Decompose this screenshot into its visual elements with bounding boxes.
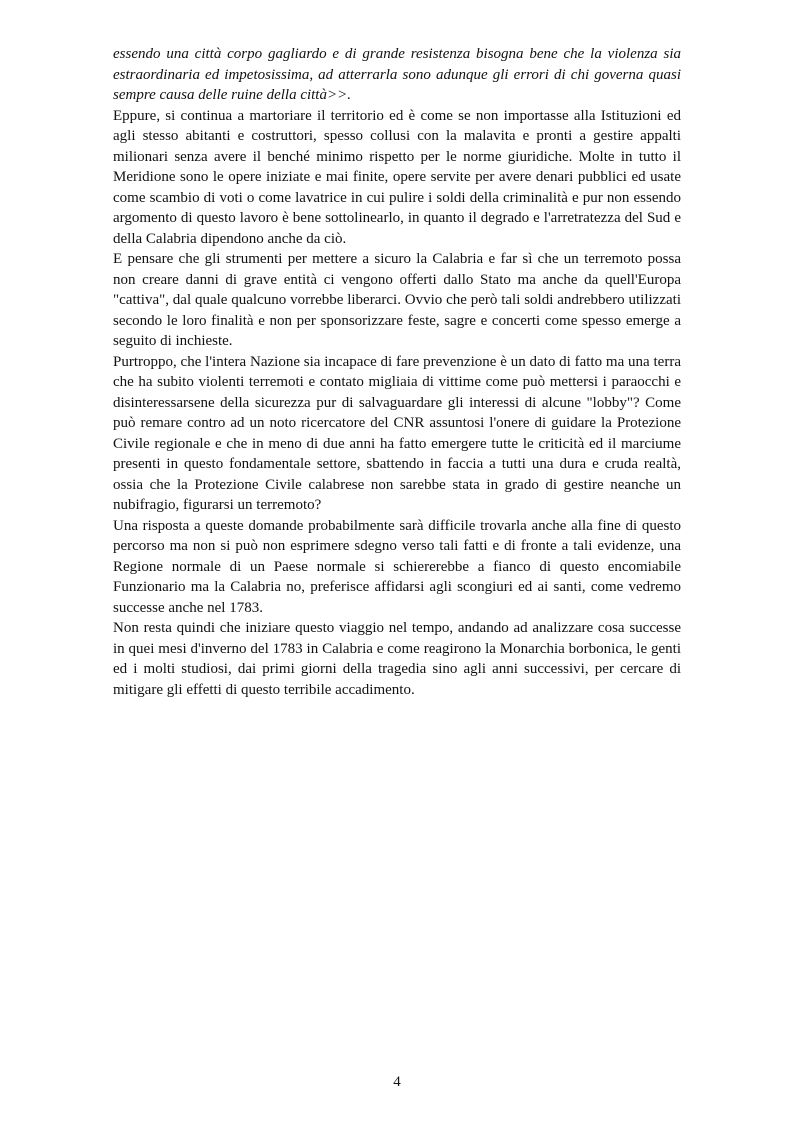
- page-number: 4: [393, 1074, 401, 1090]
- paragraph-3: Purtroppo, che l'intera Nazione sia incapace di fare prevenzione è un dato di fatto ma una terra che ha subito violenti terremoti e contato migliaia di vittime come può mettersi i paraocchi e disinteressarsene della sicurezza pur di salvaguardare gli interessi di alcune "lobby"? Come può remare contro ad un noto ricercatore del CNR assuntosi l'onere di guidare la Protezione Civile regionale e che in meno di due anni ha fatto emergere tutte le criticità ed il marciume presenti in questo fondamentale settore, sbattendo in faccia a tutti una dura e cruda realtà, ossia che la Protezione Civile calabrese non sarebbe stata in grado di gestire neanche un nubifragio, figurarsi un terremoto?: [113, 353, 681, 513]
- paragraph-quote-ending: essendo una città corpo gagliardo e di grande resistenza bisogna bene che la violenza sia estraordinaria ed impetosissima, ad atterrarla sono adunque gli errori di chi governa quasi sempre causa delle ruine della città>>.: [113, 46, 681, 103]
- paragraph-2: E pensare che gli strumenti per mettere a sicuro la Calabria e far sì che un terremoto possa non creare danni di grave entità ci vengono offerti dallo Stato ma anche da quell'Europa "cattiva", dal quale qualcuno vorrebbe liberarci. Ovvio che però tali soldi andrebbero utilizzati secondo le loro finalità e non per sponsorizzare feste, sagre e concerti come spesso emerge a seguito di inchieste.: [113, 251, 681, 349]
- text-body: [113, 44, 681, 700]
- paragraph-5: Non resta quindi che iniziare questo viaggio nel tempo, andando ad analizzare cosa successe in quei mesi d'inverno del 1783 in Calabria e come reagirono la Monarchia borbonica, le genti ed i molti studiosi, dai primi giorni della tragedia sino agli anni successivi, per cercare di mitigare gli effetti di questo terribile accadimento.: [113, 620, 681, 698]
- paragraph-4: Una risposta a queste domande probabilmente sarà difficile trovarla anche alla fine di questo percorso ma non si può non esprimere sdegno verso tali fatti e di fronte a tali evidenze, una Regione normale di un Paese normale si schiererebbe a fianco di questo encomiabile Funzionario ma la Calabria no, preferisce affidarsi agli scongiuri ed ai santi, come vedremo successe anche nel 1783.: [113, 517, 681, 616]
- paragraph-1: Eppure, si continua a martoriare il territorio ed è come se non importasse alla Istituzioni ed agli stesso abitanti e costruttori, spesso collusi con la malavita e pronti a gestire appalti milionari senza avere il benché minimo rispetto per le norme giuridiche. Molte in tutto il Meridione sono le opere iniziate e mai finite, opere servite per avere denari pubblici ed usate come scambio di voti o come lavatrice in cui pulire i soldi della criminalità e pur non essendo argomento di questo lavoro è bene sottolinearlo, in quanto il degrado e l'arretratezza del Sud e della Calabria dipendono anche da ciò.: [113, 107, 681, 247]
